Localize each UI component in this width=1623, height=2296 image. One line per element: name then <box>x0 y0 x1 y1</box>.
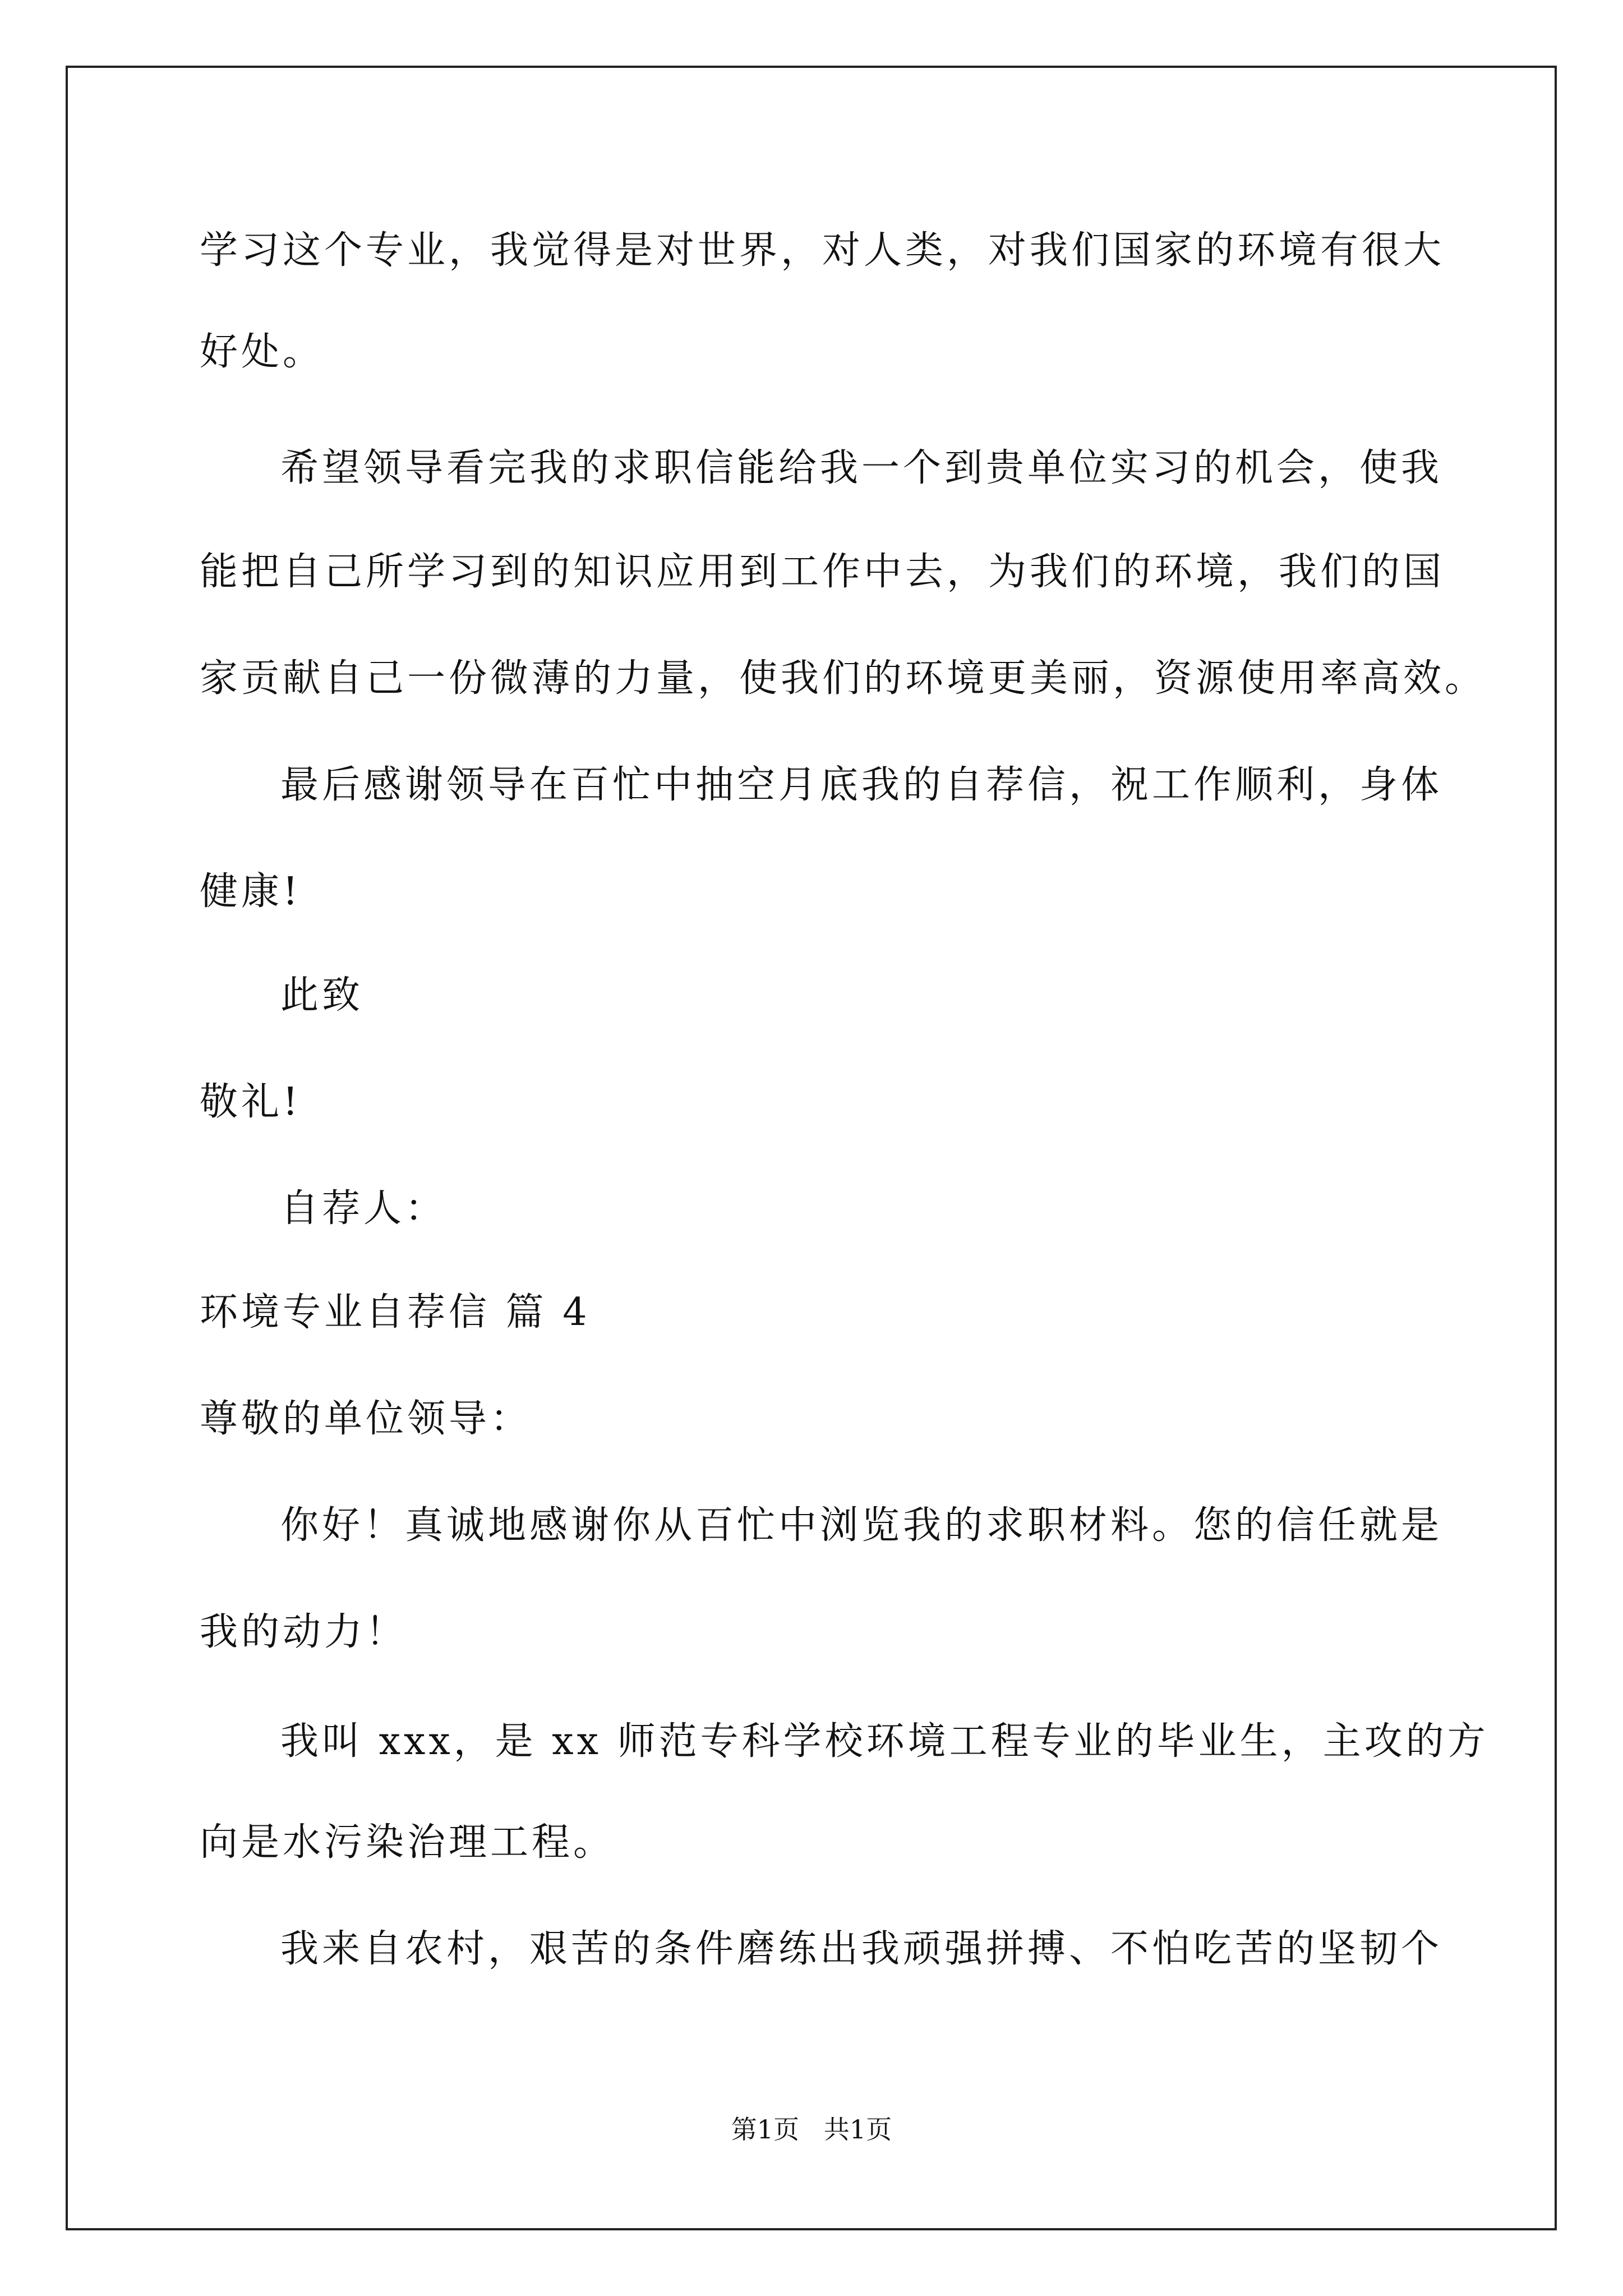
page-border <box>66 66 1557 2230</box>
closing-regards: 敬礼! <box>200 1080 302 1124</box>
body-line-11: 向是水污染治理工程。 <box>200 1820 615 1865</box>
section-heading: 环境专业自荐信 篇 4 <box>200 1290 591 1335</box>
body-line-10: 我叫 xxx，是 xx 师范专科学校环境工程专业的毕业生，主攻的方 <box>280 1719 1489 1764</box>
body-line-1: 学习这个专业，我觉得是对世界，对人类，对我们国家的环境有很大 <box>200 228 1445 273</box>
body-line-4: 能把自己所学习到的知识应用到工作中去，为我们的环境，我们的国 <box>200 550 1445 594</box>
body-line-6: 最后感谢领导在百忙中抽空月底我的自荐信，祝工作顺利，身体 <box>280 763 1443 807</box>
greeting: 尊敬的单位领导： <box>200 1397 532 1441</box>
body-line-5: 家贡献自己一份微薄的力量，使我们的环境更美丽，资源使用率高效。 <box>200 656 1487 701</box>
body-line-3: 希望领导看完我的求职信能给我一个到贵单位实习的机会，使我 <box>280 446 1443 490</box>
closing-salutation: 此致 <box>280 973 364 1018</box>
body-line-8: 你好！真诚地感谢你从百忙中浏览我的求职材料。您的信任就是 <box>280 1503 1443 1548</box>
body-line-2: 好处。 <box>200 330 325 374</box>
body-line-9: 我的动力！ <box>200 1610 408 1654</box>
body-line-7: 健康! <box>200 869 302 914</box>
signature-label: 自荐人： <box>280 1186 447 1231</box>
body-line-12: 我来自农村，艰苦的条件磨练出我顽强拼搏、不怕吃苦的坚韧个 <box>280 1927 1443 1971</box>
page-number-footer: 第1页 共1页 <box>731 2114 892 2145</box>
